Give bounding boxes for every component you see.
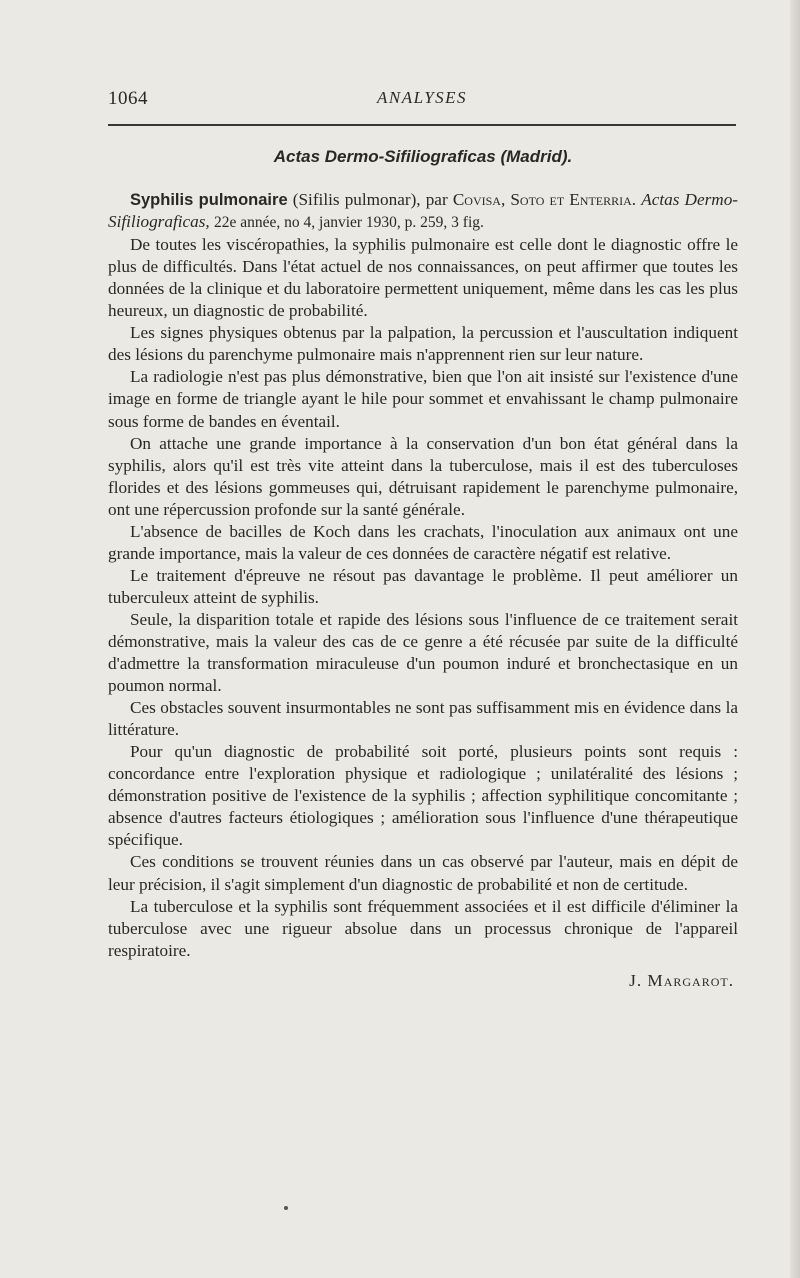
paragraph: De toutes les viscéropathies, la syphilis pulmonaire est celle dont le diagnostic offre le plus de difficultés. Dans l'état actuel de nos connaissances, on peut affirmer que toutes les données de la clinique et du laboratoire permettent uniquement, même dans les cas les plus heureux, un diagnostic de probabilité.: [108, 235, 738, 321]
paragraph: Les signes physiques obtenus par la palpation, la percussion et l'auscultation indiquent des lésions du parenchyme pulmonaire mais n'apprennent rien sur leur nature.: [108, 323, 738, 365]
article-body: [108, 146, 738, 992]
page-number: 1064: [108, 88, 148, 109]
running-head: ANALYSES: [376, 88, 468, 107]
article-citation: [108, 189, 738, 234]
article-authors: Covisa, Soto et Enterria.: [452, 190, 637, 210]
article-title: Syphilis pulmonaire: [130, 191, 288, 210]
paragraph: On attache une grande importance à la conservation d'un bon état général dans la syphilis, alors qu'il est très vite atteint dans la tuberculose, mais il est des tuberculoses florides et des lésions gommeuses qui, détruisant rapidement le parenchyme pulmonaire, ont une répercussion profonde sur la santé générale.: [108, 433, 738, 519]
page-header: [108, 88, 736, 112]
paragraph: La radiologie n'est pas plus démonstrative, bien que l'on ait insisté sur l'existence d'une image en forme de triangle ayant le hile pour sommet et envahissant le champ pulmonaire sous forme de bandes en éventail.: [108, 367, 738, 431]
print-speck: [284, 1206, 288, 1210]
journal-heading: Actas Dermo-Sifiliograficas (Madrid).: [273, 147, 573, 166]
paragraph: Seule, la disparition totale et rapide des lésions sous l'influence de ce traitement serait démonstrative, mais la valeur des cas de ce genre a été récusée par suite de la difficulté d'admettre la transformation miraculeuse d'un poumon induré et bronchectasique en un poumon normal.: [108, 609, 738, 696]
paragraph: Le traitement d'épreuve ne résout pas davantage le problème. Il peut améliorer un tuberculeux atteint de syphilis.: [108, 565, 738, 607]
paragraph: Ces obstacles souvent insurmontables ne sont pas suffisamment mis en évidence dans la littérature.: [108, 698, 738, 740]
original-title: (Sifilis pulmonar), par: [292, 190, 448, 210]
citation-details: 22e année, no 4, janvier 1930, p. 259, 3 fig.: [214, 214, 484, 232]
paragraph: L'absence de bacilles de Koch dans les crachats, l'inoculation aux animaux ont une grande importance, mais la valeur de ces données de caractère négatif est relative.: [108, 521, 738, 563]
header-rule: [108, 124, 736, 126]
page-edge: [790, 0, 800, 1278]
paragraph: Ces conditions se trouvent réunies dans un cas observé par l'auteur, mais en dépit de leur précision, il s'agit simplement d'un diagnostic de probabilité et non de certitude.: [108, 852, 738, 894]
paragraph: La tuberculose et la syphilis sont fréquemment associées et il est difficile d'éliminer la tuberculose avec une rigueur absolue dans un processus chronique de l'appareil respiratoire.: [108, 896, 738, 960]
signature: J. Margarot.: [629, 970, 734, 990]
journal-name: Actas Dermo-Sifiliograficas,: [108, 190, 739, 232]
paragraph: Pour qu'un diagnostic de probabilité soit porté, plusieurs points sont requis : concordance entre l'exploration physique et radiologique ; unilatéralité des lésions ; démonstration positive de l'existence de la syphilis ; affection syphilitique concomitante ; absence d'autres facteurs étiologiques ; amélioration sous l'influence d'une thérapeutique spécifique.: [108, 742, 738, 850]
